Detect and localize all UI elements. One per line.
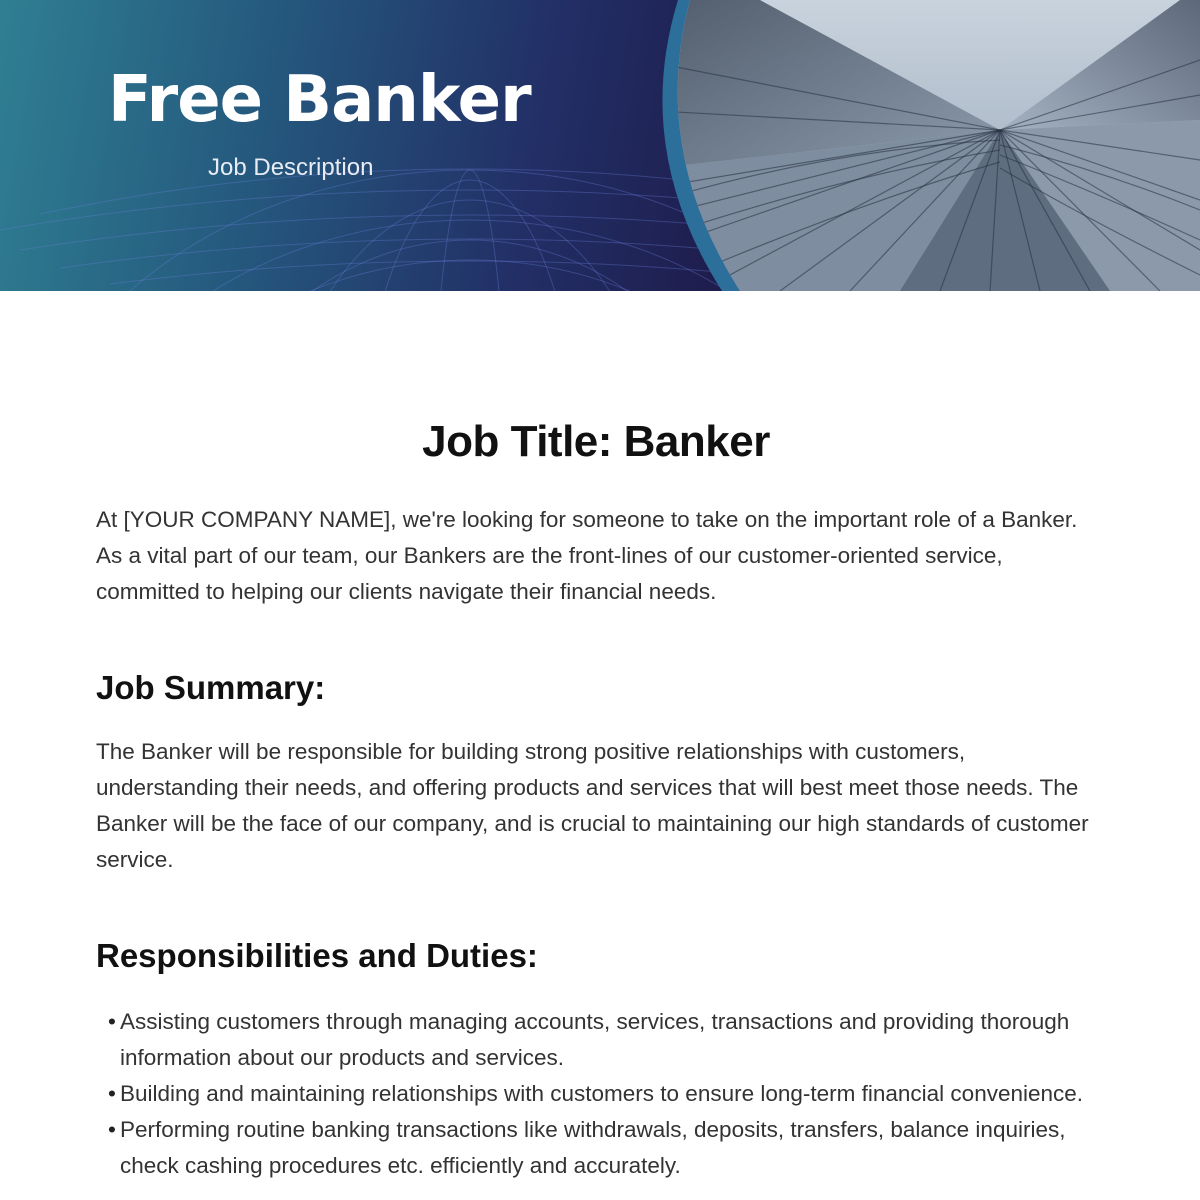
bullet-icon: • [108, 1081, 116, 1106]
list-item-text: Performing routine banking transactions like withdrawals, deposits, transfers, balance inquiries, check cashing procedures etc. efficiently and accurately. [120, 1117, 1066, 1178]
job-description-document [96, 410, 1096, 1184]
job-summary-paragraph: The Banker will be responsible for building strong positive relationships with customers, understanding their needs, and offering products and services that will best meet those needs. The Banker will be the face of our company, and is crucial to maintaining our high standards of customer service. [96, 739, 1089, 872]
job-title: Job Title: Banker [422, 417, 770, 466]
skyscraper-photo [0, 0, 1200, 291]
bullet-icon: • [108, 1009, 116, 1034]
list-item [108, 1076, 1096, 1112]
list-item-text: Assisting customers through managing accounts, services, transactions and providing thorough information about our products and services. [120, 1009, 1070, 1070]
banner-title: Free Banker [108, 63, 531, 137]
bullet-icon: • [108, 1117, 116, 1142]
job-summary-heading: Job Summary: [96, 669, 326, 706]
responsibilities-heading: Responsibilities and Duties: [96, 937, 538, 974]
list-item-text: Building and maintaining relationships with customers to ensure long-term financial convenience. [120, 1081, 1084, 1106]
header-banner [0, 0, 1200, 291]
responsibilities-list [96, 1004, 1096, 1184]
intro-paragraph: At [YOUR COMPANY NAME], we're looking for someone to take on the important role of a Banker. As a vital part of our team, our Bankers are the front-lines of our customer-oriented service, committed to helping our clients navigate their financial needs. [96, 507, 1078, 604]
list-item [108, 1004, 1096, 1076]
list-item [108, 1112, 1096, 1184]
banner-subtitle: Job Description [208, 154, 374, 181]
